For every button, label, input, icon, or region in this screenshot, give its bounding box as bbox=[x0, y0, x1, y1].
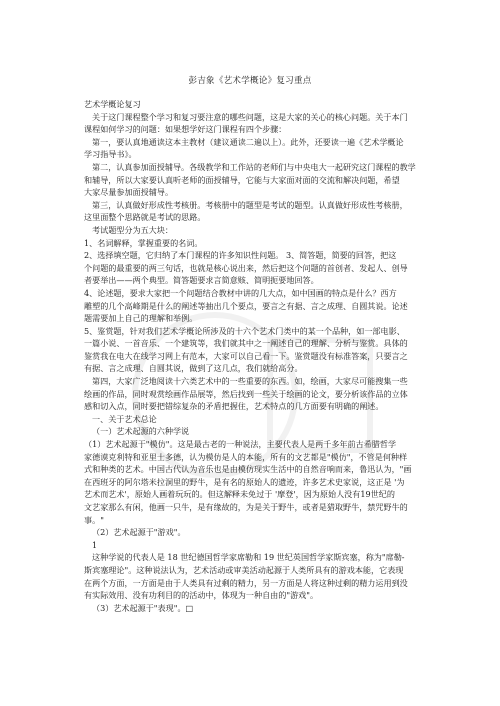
body-line: 有据、言之成理、自圆其说，做到了这几点，我们就给高分。 bbox=[84, 363, 303, 374]
section-heading: 艺术学概论复习 bbox=[84, 99, 141, 109]
list-item: 2、选择填空题，它归纳了本门课程的许多知识性问题。 3、简答题，简要的回答，把这 bbox=[84, 250, 397, 261]
body-line: 斯宾塞理论"。这种说法认为，艺术活动或审美活动起源于人类所具有的游戏本能，它表现 bbox=[84, 564, 404, 575]
body-line: 一篇小说、一首音乐、一个建筑等，我们就其中之一阐述自己的理解、分析与鉴赏。具体的 bbox=[84, 338, 408, 349]
body-line: 关于这门课程整个学习和复习要注意的哪些问题，这是大家的关心的核心问题。关于本门 bbox=[92, 111, 408, 122]
body-line: 者要举出——两个典型。简答题要求言简意赅、简明扼要地回答。 bbox=[84, 275, 319, 286]
body-line: 雕塑的几个高峰期是什么的阐述等抽出几个要点，要言之有据、言之成理、自圆其说。论述 bbox=[84, 300, 408, 311]
list-item: 5、鉴赏题，针对我们艺术学概论所涉及的十六个艺术门类中的某一个品种，如一部电影、 bbox=[84, 325, 405, 336]
body-line: 艺术而艺术'，原始人画着玩玩的。但这解释未免过于 '摩登'，因为原始人没有19世纪的 bbox=[84, 489, 395, 500]
body-line: 第二，认真参加面授辅导。各级教学和工作站的老师们与中央电大一起研究这门课程的教学 bbox=[92, 161, 416, 172]
list-item: 1、名词解释，掌握重要的名词。 bbox=[84, 237, 203, 248]
body-line: （1）艺术起源于"模仿"。这是最古老的一种说法，主要代表人是两千多年前古希腊哲学 bbox=[84, 439, 397, 450]
page-number: 1 bbox=[92, 539, 98, 550]
body-line: 鉴赏我在电大在线学习网上有范本，大家可以自己看一下。鉴赏题没有标准答案，只要言之 bbox=[84, 350, 408, 361]
subsection-heading: （一）艺术起源的六种学说 bbox=[92, 426, 190, 437]
body-line: 绘画的作品，同时观赏绘画作品展等，然后找到一些关于绘画的论文，要分析该作品的立体 bbox=[84, 388, 408, 399]
document-body bbox=[84, 98, 419, 614]
body-line: 在西班牙的阿尔塔米拉洞里的野牛，是有名的原始人的遗迹，许多艺术史家说，这正是 '为 bbox=[84, 476, 405, 487]
body-line: 这里面整个思路就是考试的思路。 bbox=[84, 212, 206, 223]
subsection-heading: （2）艺术起源于"游戏"。 bbox=[92, 527, 186, 538]
body-line: 第三，认真做好形成性考核册。考核册中的题型是考试的题型。认真做好形成性考核册， bbox=[92, 199, 408, 210]
document-title: 彭吉象《艺术学概论》复习重点 bbox=[188, 76, 312, 86]
body-line: 在两个方面，一方面是由于人类具有过剩的精力，另一方面是人将这种过剩的精力运用到没 bbox=[84, 577, 408, 588]
body-line: 第四，大家广泛地阅读十六类艺术中的一些重要的东西。如，绘画，大家尽可能搜集一些 bbox=[92, 376, 408, 387]
section-heading: 一、关于艺术总论 bbox=[92, 413, 157, 424]
body-line: 大家尽量参加面授辅导。 bbox=[84, 187, 174, 198]
body-line: 题需要加上自己的理解和举例。 bbox=[84, 313, 198, 324]
body-line: 文艺家那么有闲，他画一只牛，是有缘故的，为是关于野牛，或者是猎取野牛，禁咒野牛的 bbox=[84, 502, 408, 512]
body-line: 个问题的最重要的两三句话，也就是核心说出来，然后把这个问题的首创者、发起人、创导 bbox=[84, 262, 408, 273]
body-line: 课程如何学习的问题：如果想学好这门课程有四个步骤： bbox=[84, 124, 287, 135]
body-line: 第一，要认真地通读这本主教材（建议通读二遍以上）。此外，还要读一遍《艺术学概论 bbox=[92, 136, 404, 147]
body-line: 家德谟克利特和亚里士多德，认为模仿是人的本能，所有的文艺都是"模仿"，不管是何种样 bbox=[84, 451, 408, 462]
body-line: 感和切入点，同时要把错综复杂的矛盾把握住，艺术特点的几方面要有明确的阐述。 bbox=[84, 401, 384, 412]
subsection-heading: （3）艺术起源于"表现"。□ bbox=[92, 602, 194, 613]
body-line: 这种学说的代表人是 18 世纪德国哲学家席勒和 19 世纪英国哲学家斯宾塞，称为"席勒- bbox=[92, 552, 405, 563]
body-line: 式和种类的艺术。中国古代认为音乐也是由模仿现实生活中的自然音响而来，鲁迅认为，"画 bbox=[84, 464, 412, 475]
body-line: 考试题型分为五大块： bbox=[92, 224, 173, 235]
list-item: 4、论述题，要求大家把一个问题结合教材中讲的几大点，如中国画的特点是什么？西方 bbox=[84, 287, 397, 298]
body-line: 有实际效用、没有功利目的的活动中，体现为一种自由的"游戏"。 bbox=[84, 590, 319, 601]
body-line: 和辅导，所以大家要认真听老师的面授辅导，它能与大家面对面的交流和解决问题，希望 bbox=[84, 174, 400, 185]
body-line: 学习指导书》。 bbox=[84, 149, 137, 160]
body-line: 事。" bbox=[84, 514, 104, 525]
